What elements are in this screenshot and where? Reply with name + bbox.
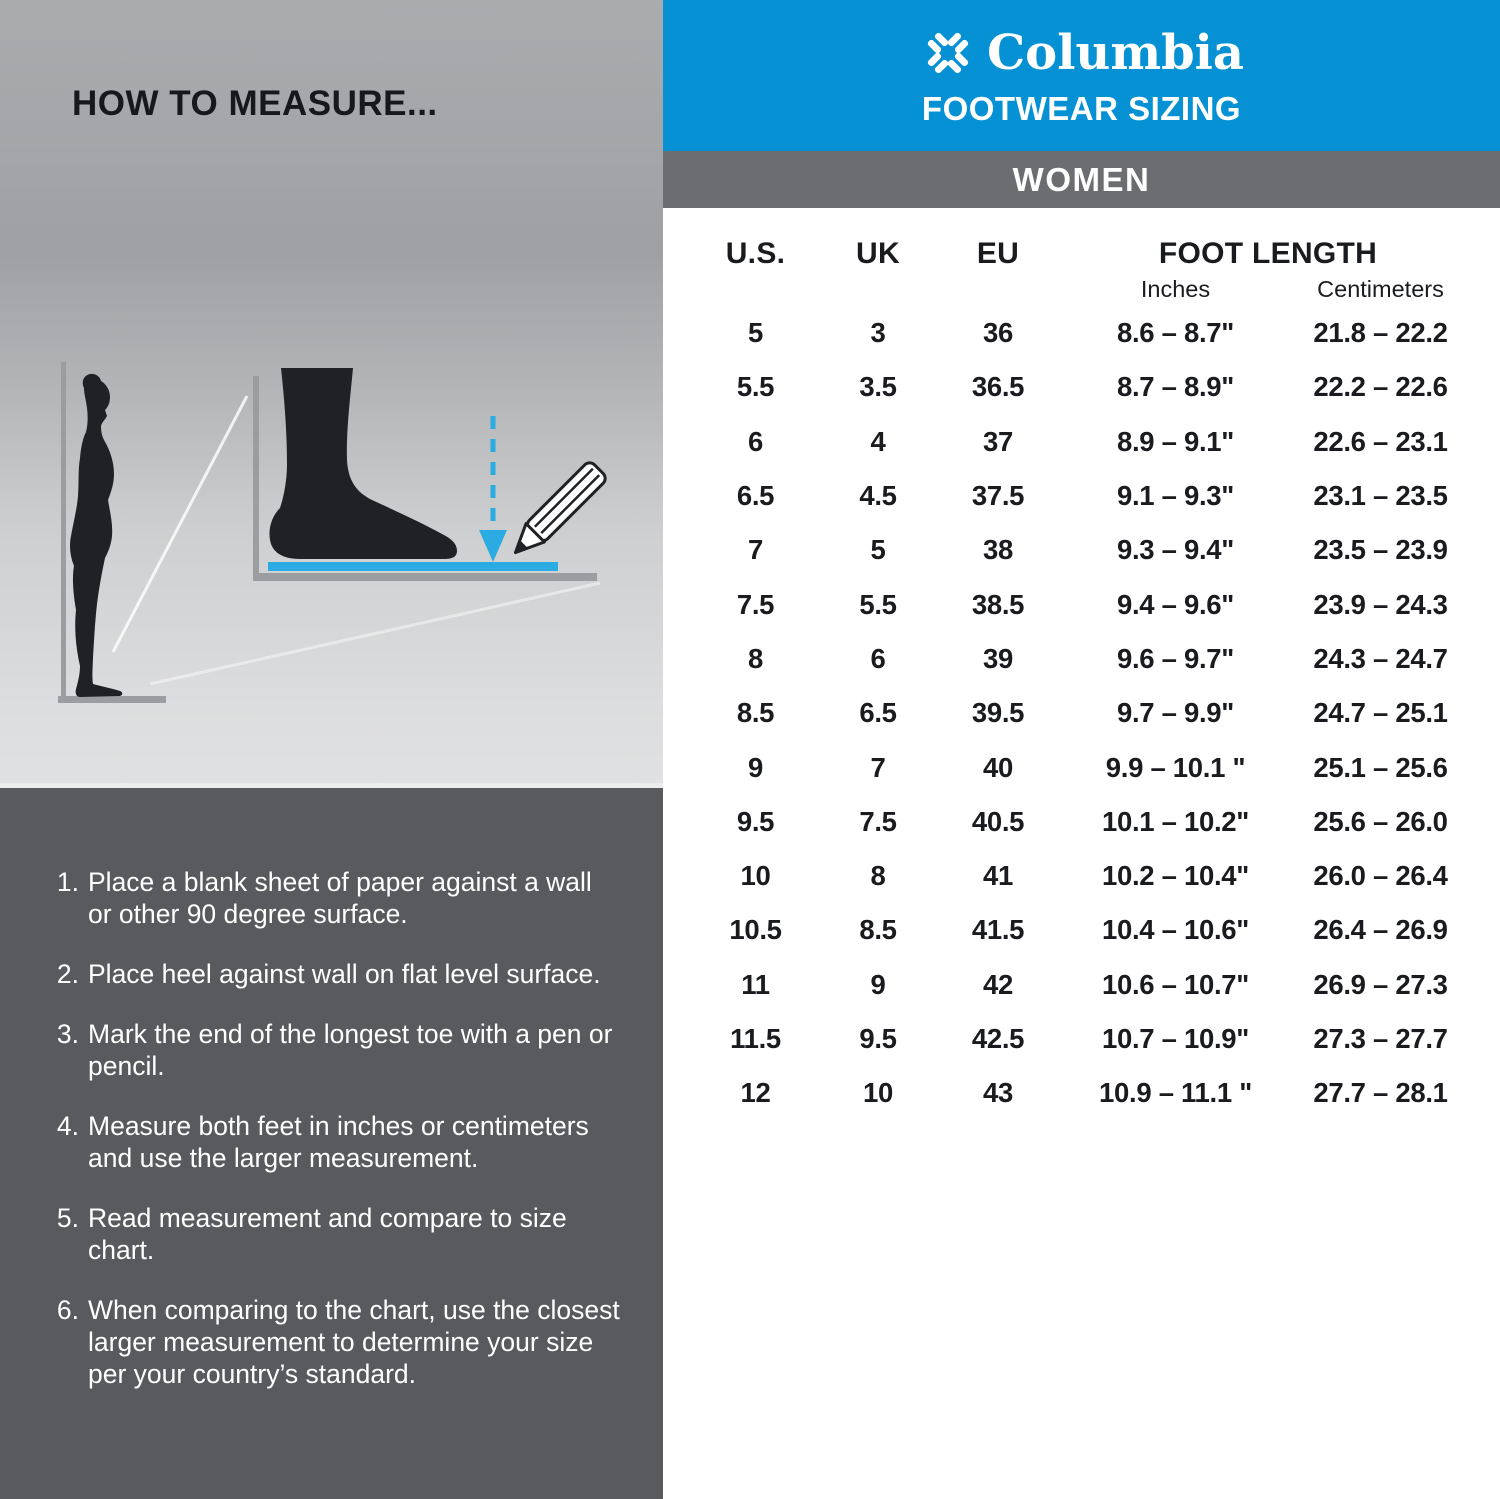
columbia-logo-icon [919,24,977,82]
table-cell: 9.3 – 9.4" [1116,534,1235,566]
measure-step [52,866,621,930]
column-header-centimeters: Centimeters [1317,275,1444,302]
table-cell: 9.9 – 10.1 " [1105,751,1246,783]
step-text: Mark the end of the longest toe with a pen or pencil. [88,1019,613,1081]
table-cell: 23.1 – 23.5 [1313,480,1448,512]
table-cell: 24.7 – 25.1 [1313,697,1448,729]
step-number: 5. [56,1203,79,1233]
measure-step [52,1294,621,1390]
table-cell: 37 [983,425,1013,457]
table-cell: 10.2 – 10.4" [1101,860,1250,892]
brand-header [663,0,1500,151]
table-cell: 5.5 [859,588,897,620]
table-cell: 24.3 – 24.7 [1313,642,1448,674]
table-cell: 39.5 [971,697,1025,729]
table-cell: 8 [748,642,763,674]
table-cell: 9 [748,751,763,783]
table-cell: 11 [741,968,770,1000]
figure-wall-line [61,362,66,700]
column-header-uk: UK [856,237,900,270]
table-cell: 9.5 [736,805,775,837]
table-row [688,415,1500,469]
table-cell: 26.0 – 26.4 [1313,860,1448,892]
table-row [688,903,1500,957]
table-cell: 40.5 [971,805,1025,837]
foot-floor-line [253,573,597,581]
table-cell: 36.5 [971,371,1025,403]
footwear-sizing-title: FOOTWEAR SIZING [921,90,1242,127]
column-header-eu: EU [976,237,1020,270]
table-cell: 5 [870,534,886,566]
table-cell: 9.6 – 9.7" [1116,642,1235,674]
table-row [688,1012,1500,1066]
table-cell: 27.3 – 27.7 [1313,1023,1448,1054]
foot-closeup [253,368,608,581]
table-cell: 9 [870,968,886,1000]
size-table [663,208,1500,1120]
table-cell: 5.5 [736,371,775,403]
table-cell: 22.6 – 23.1 [1313,425,1448,457]
measure-arrow-icon [479,416,507,562]
table-cell: 40 [983,751,1013,783]
table-cell: 36 [983,317,1013,349]
measure-steps [52,866,621,1390]
table-subheader-row [688,272,1500,306]
table-cell: 23.9 – 24.3 [1313,588,1448,620]
table-cell: 21.8 – 22.2 [1313,317,1448,349]
table-cell: 8.6 – 8.7" [1116,317,1235,349]
table-cell: 8.5 [859,914,897,946]
table-cell: 10.7 – 10.9" [1101,1023,1250,1054]
table-row [688,795,1500,849]
measure-step [52,1018,621,1082]
table-cell: 9.5 [859,1023,897,1054]
table-cell: 7.5 [859,805,897,837]
table-header-row [688,236,1500,272]
table-cell: 8.9 – 9.1" [1116,425,1235,457]
table-cell: 41.5 [971,914,1025,946]
step-text: Place heel against wall on flat level surface. [88,959,601,989]
table-cell: 27.7 – 28.1 [1313,1077,1448,1109]
table-cell: 10 [863,1077,893,1109]
column-header-inches: Inches [1140,275,1211,302]
table-cell: 9.7 – 9.9" [1116,697,1235,729]
column-header-foot-length: FOOT LENGTH [1158,237,1378,270]
table-cell: 43 [983,1077,1013,1109]
step-text: Place a blank sheet of paper against a wall or other 90 degree surface. [88,867,592,929]
table-cell: 10.4 – 10.6" [1101,914,1250,946]
table-cell: 7.5 [736,588,775,620]
table-cell: 37.5 [971,480,1025,512]
step-number: 6. [56,1295,79,1325]
table-cell: 10.6 – 10.7" [1101,968,1250,1000]
table-cell: 42 [983,968,1013,1000]
table-row [688,577,1500,631]
table-cell: 5 [748,317,763,349]
standing-figure [58,362,166,703]
table-row [688,686,1500,740]
table-cell: 7 [748,534,763,566]
table-cell: 25.6 – 26.0 [1313,805,1448,837]
zoom-line-lower [150,583,600,684]
measure-step [52,958,621,990]
table-row [688,849,1500,903]
table-cell: 26.4 – 26.9 [1313,914,1448,946]
table-row [688,740,1500,794]
step-number: 2. [56,959,79,989]
how-to-measure-panel [0,0,663,1499]
table-cell: 41 [983,860,1013,892]
table-cell: 39 [983,642,1013,674]
table-row [688,1066,1500,1120]
measurement-illustration [0,340,663,780]
table-cell: 3.5 [859,371,897,403]
pencil-icon [506,460,608,562]
step-text: Measure both feet in inches or centimeters and use the larger measurement. [88,1111,589,1173]
table-row [688,958,1500,1012]
instructions-panel [0,788,663,1499]
table-row [688,306,1500,360]
column-header-us: U.S. [725,237,786,270]
table-cell: 38.5 [971,588,1025,620]
step-text: Read measurement and compare to size chart. [88,1203,567,1265]
table-row [688,469,1500,523]
how-to-measure-heading: HOW TO MEASURE... [72,84,438,123]
table-cell: 23.5 – 23.9 [1313,534,1448,566]
measure-step [52,1110,621,1174]
table-cell: 10.5 [729,914,782,946]
step-number: 3. [56,1019,79,1049]
table-cell: 42.5 [971,1023,1025,1054]
table-row [688,360,1500,414]
section-header-women [663,151,1500,208]
measure-line [268,562,558,571]
table-cell: 3 [870,317,886,349]
size-table-rows [688,306,1500,1120]
step-number: 4. [56,1111,79,1141]
table-cell: 10 [740,860,771,892]
table-cell: 11.5 [730,1023,781,1054]
table-cell: 10.9 – 11.1 " [1099,1077,1252,1109]
table-cell: 4 [870,425,886,457]
table-cell: 8.7 – 8.9" [1116,371,1235,403]
table-cell: 6.5 [859,697,897,729]
sizing-chart-panel [663,0,1500,1499]
measure-illustration-section [0,0,663,783]
table-cell: 10.1 – 10.2" [1101,805,1250,837]
table-cell: 4.5 [859,480,897,512]
table-cell: 9.4 – 9.6" [1116,588,1235,620]
measure-step [52,1202,621,1266]
brand-wordmark: Columbia [986,25,1245,81]
table-cell: 8 [870,860,886,892]
table-cell: 12 [740,1077,771,1109]
table-cell: 6 [870,642,886,674]
zoom-line-upper [113,396,247,652]
table-cell: 9.1 – 9.3" [1116,480,1235,512]
table-cell: 6 [748,425,763,457]
table-row [688,632,1500,686]
foot-silhouette [269,368,457,559]
step-number: 1. [56,867,79,897]
table-row [688,523,1500,577]
foot-wall-line [253,376,259,574]
table-cell: 26.9 – 27.3 [1313,968,1448,1000]
table-cell: 38 [983,534,1013,566]
table-cell: 8.5 [736,697,775,729]
figure-floor-line [58,696,166,703]
table-cell: 22.2 – 22.6 [1313,371,1448,403]
table-cell: 7 [870,751,886,783]
brand-logo [663,0,1500,84]
section-label: WOMEN [1012,160,1151,198]
table-cell: 25.1 – 25.6 [1313,751,1448,783]
table-cell: 6.5 [736,480,775,512]
step-text: When comparing to the chart, use the closest larger measurement to determine your size per your country’s standard. [88,1295,620,1389]
